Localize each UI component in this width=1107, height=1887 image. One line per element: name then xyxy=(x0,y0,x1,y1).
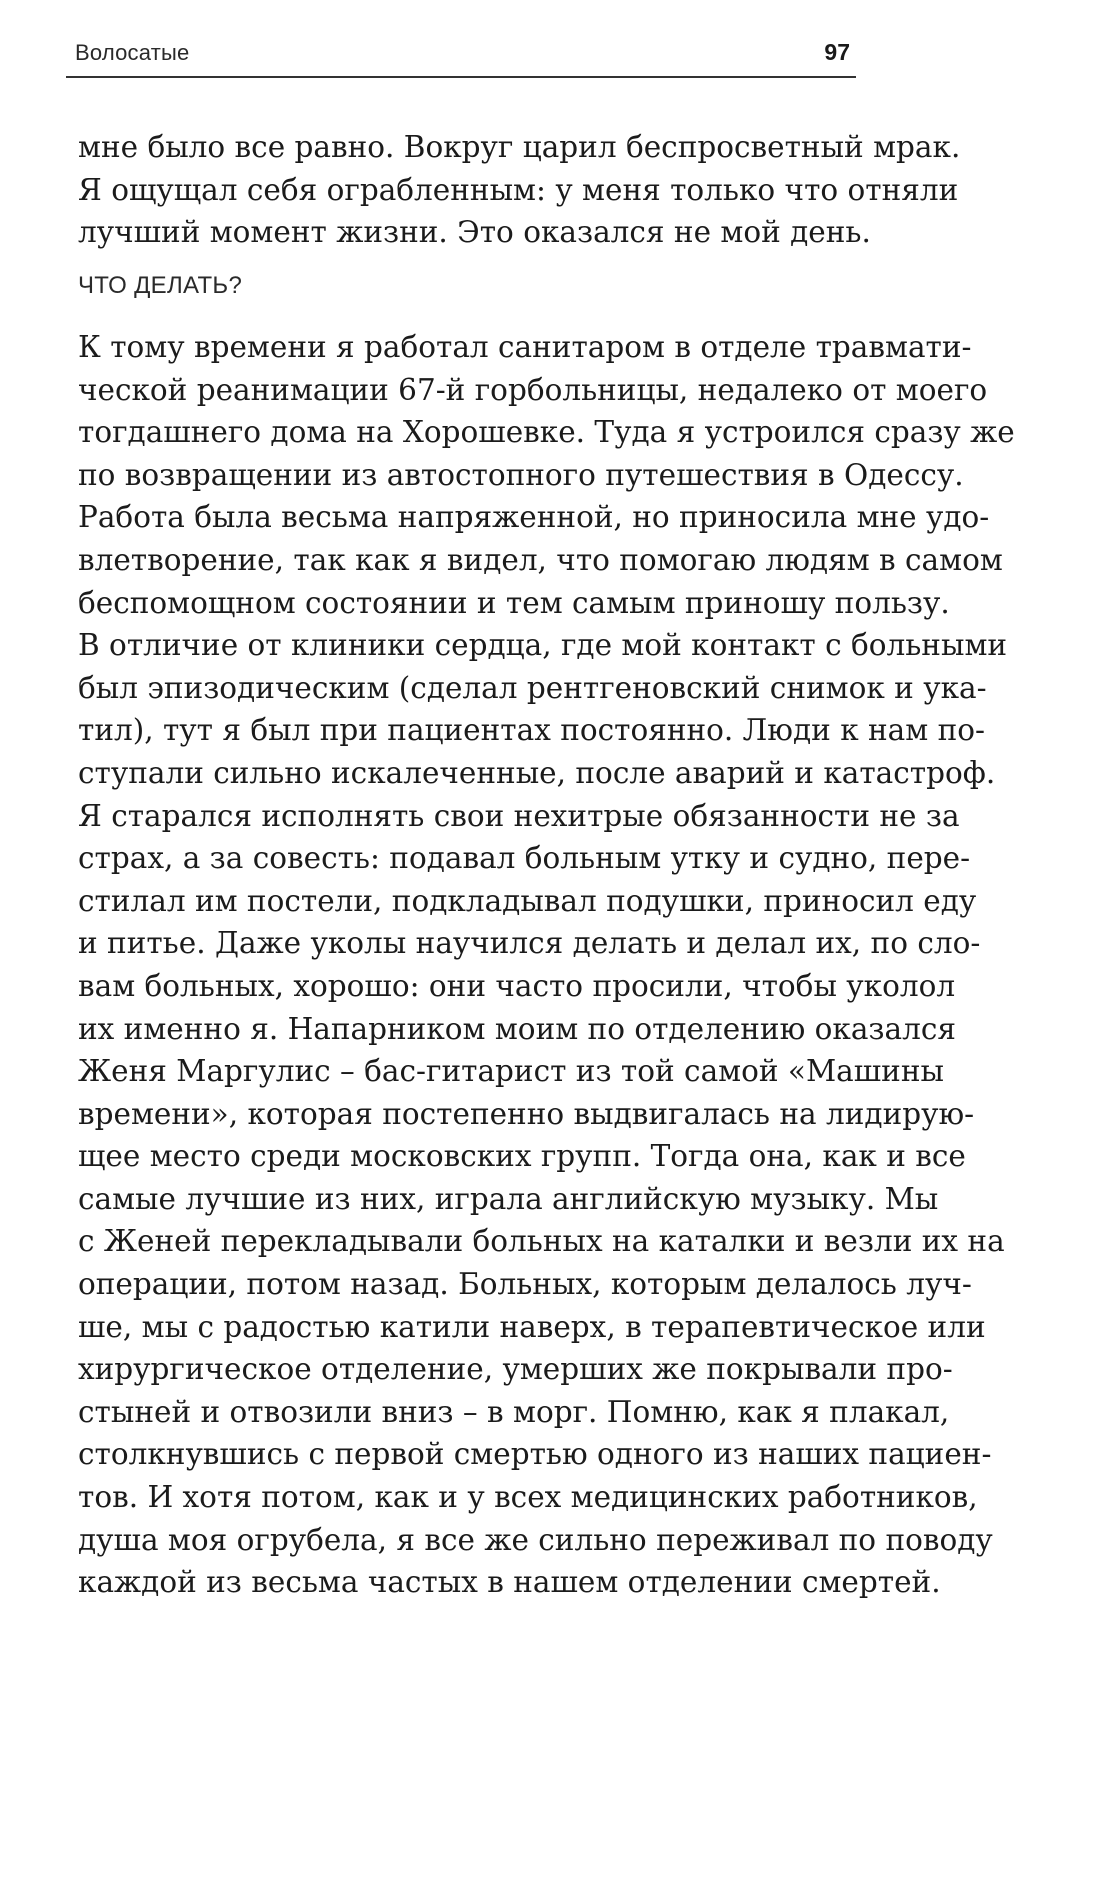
text-line: щее место среди московских групп. Тогда она, как и все xyxy=(78,1139,966,1174)
text-line: вам больных, хорошо: они часто просили, чтобы уколол xyxy=(78,968,956,1003)
running-title: Волосатые xyxy=(75,40,190,65)
text-line: Я ощущал себя ограбленным: у меня только что отняли xyxy=(78,172,959,207)
text-line: тов. И хотя потом, как и у всех медицинских работников, xyxy=(78,1480,978,1515)
text-line: страх, а за совесть: подавал больным утку и судно, пере- xyxy=(78,841,971,876)
text-line: тил), тут я был при пациентах постоянно. Люди к нам по- xyxy=(78,713,985,748)
body-paragraph xyxy=(78,326,1015,1604)
text-line: В отличие от клиники сердца, где мой контакт с больными xyxy=(78,628,1008,663)
text-line: ше, мы с радостью катили наверх, в терапевтическое или xyxy=(78,1309,986,1344)
text-line: лучший момент жизни. Это оказался не мой день. xyxy=(78,215,871,250)
text-line: беспомощном состоянии и тем самым приношу пользу. xyxy=(78,585,950,620)
text-line: тогдашнего дома на Хорошевке. Туда я устроился сразу же xyxy=(78,415,1015,450)
text-line: хирургическое отделение, умерших же покрывали про- xyxy=(78,1352,953,1387)
text-line: был эпизодическим (сделал рентгеновский снимок и ука- xyxy=(78,670,987,705)
page-number: 97 xyxy=(824,39,850,65)
text-line: ступали сильно искалеченные, после аварий и катастроф. xyxy=(78,755,996,790)
text-line: самые лучшие из них, играла английскую музыку. Мы xyxy=(78,1181,939,1216)
page-header xyxy=(75,40,850,74)
text-line: операции, потом назад. Больных, которым делалось луч- xyxy=(78,1267,972,1302)
text-line: стилал им постели, подкладывал подушки, приносил еду xyxy=(78,883,977,918)
text-line: с Женей перекладывали больных на каталки и везли их на xyxy=(78,1224,1005,1259)
text-line: Женя Маргулис – бас-гитарист из той самой «Машины xyxy=(78,1054,944,1089)
text-line: времени», которая постепенно выдвигалась на лидирую- xyxy=(78,1096,975,1131)
text-line: Я старался исполнять свои нехитрые обязанности не за xyxy=(78,798,960,833)
text-line: Работа была весьма напряженной, но приносила мне удо- xyxy=(78,500,990,535)
text-line: их именно я. Напарником моим по отделению оказался xyxy=(78,1011,956,1046)
text-line: и питье. Даже уколы научился делать и делал их, по сло- xyxy=(78,926,981,961)
text-line: душа моя огрубела, я все же сильно переживал по поводу xyxy=(78,1522,993,1557)
text-line: каждой из весьма частых в нашем отделении смертей. xyxy=(78,1565,941,1600)
text-line: ческой реанимации 67-й горбольницы, недалеко от моего xyxy=(78,372,988,407)
intro-paragraph xyxy=(78,126,961,254)
text-line: по возвращении из автостопного путешествия в Одессу. xyxy=(78,457,964,492)
text-line: К тому времени я работал санитаром в отделе травмати- xyxy=(78,330,972,364)
header-rule xyxy=(66,76,856,78)
text-line: стыней и отвозили вниз – в морг. Помню, как я плакал, xyxy=(78,1394,950,1429)
text-line: влетворение, так как я видел, что помогаю людям в самом xyxy=(78,542,1003,577)
text-line: столкнувшись с первой смертью одного из наших пациен- xyxy=(78,1437,992,1472)
section-heading: ЧТО ДЕЛАТЬ? xyxy=(78,272,243,299)
text-line: мне было все равно. Вокруг царил беспросветный мрак. xyxy=(78,130,961,164)
